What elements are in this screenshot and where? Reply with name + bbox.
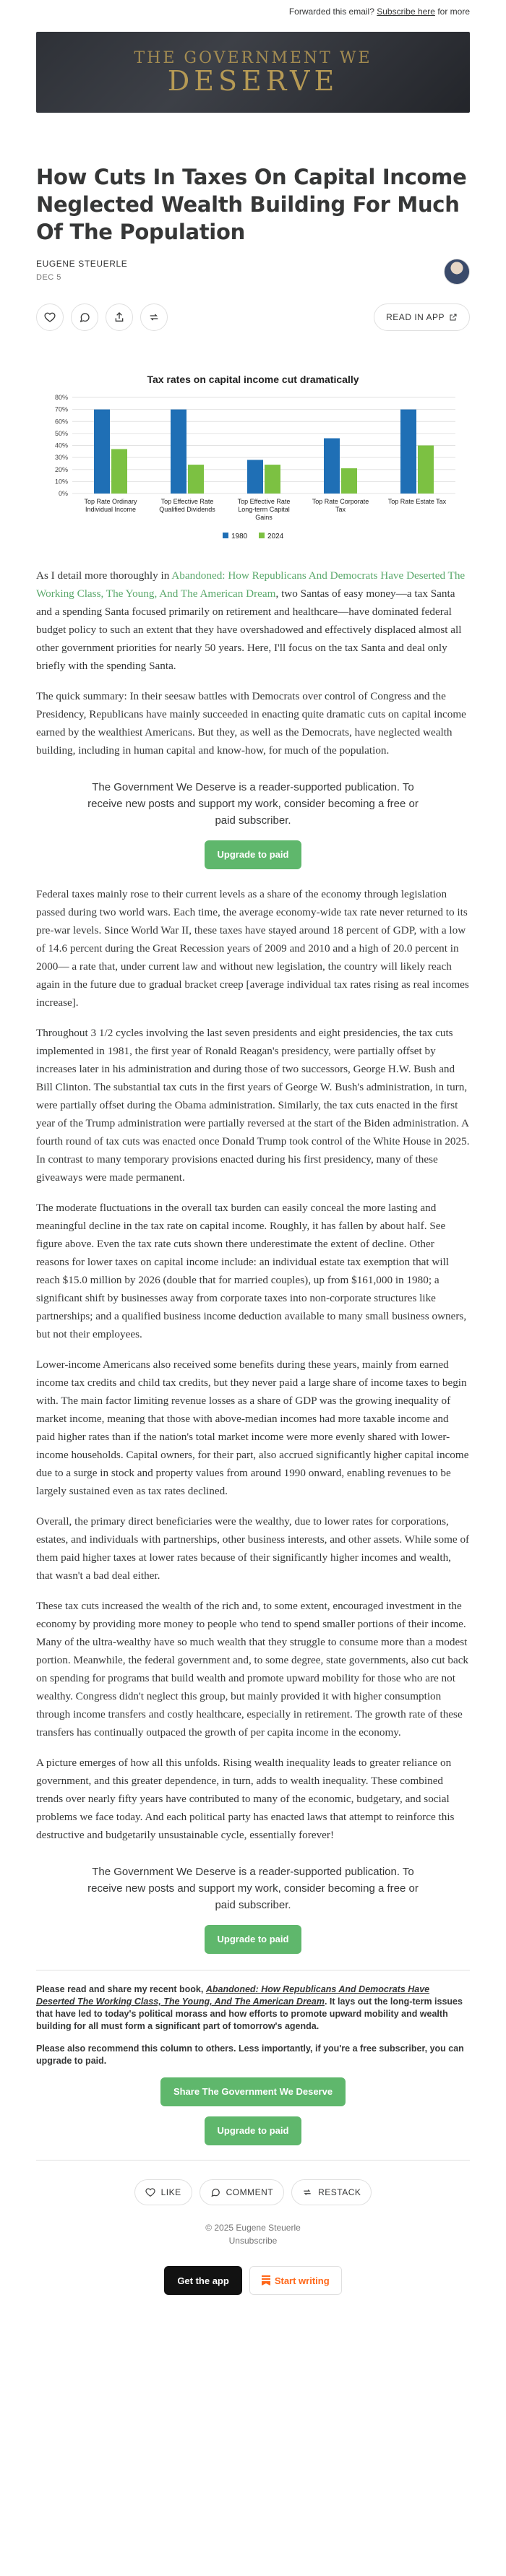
paragraph-9: A picture emerges of how all this unfolds. Rising wealth inequality leads to greater reliance on government, and this greater dependence, in turn, adds to wealth inequality. These combined trends over nearly fifty years have contributed to many of the economic, budgetary, and social problems we face today. And each political party has enacted laws that attempt to reinforce this destructive and budgetarily unsustainable cycle, essentially forever! (36, 1757, 455, 1841)
article-body (36, 567, 470, 1954)
restack-button[interactable] (140, 303, 168, 331)
chart-svg (36, 367, 470, 548)
tax-rates-chart[interactable] (36, 367, 470, 548)
book-note (36, 1983, 470, 2033)
legend-swatch-1980 (223, 533, 228, 538)
restack-label: RESTACK (318, 2187, 361, 2197)
subscribe-promo-2: The Government We Deserve is a reader-supported publication. To receive new posts and support my work, consider becoming a free or paid subscriber. (87, 1866, 419, 1911)
bar-2024-2 (188, 465, 204, 494)
paragraph-2: The quick summary: In their seesaw battles with Democrats over control of Congress and the Presidency, Republicans have mainly succeeded in enacting quite dramatic cuts on capital income earned by the wealthiest Americans. But they, as well as the Democrats, have neglected wealth building, including in human capital and know-how, for much of the population. (36, 690, 466, 757)
subscribe-promo-1: The Government We Deserve is a reader-supported publication. To receive new posts and support my work, consider becoming a free or paid subscriber. (87, 781, 419, 827)
x-tick-label: Gains (255, 514, 273, 521)
author-name[interactable]: EUGENE STEUERLE (36, 259, 128, 269)
recommend-note: Please also recommend this column to others. Less importantly, if you're a free subscriber, you can upgrade to paid. (36, 2043, 464, 2066)
comment-icon (210, 2187, 220, 2197)
x-tick-label: Top Rate Corporate (312, 498, 369, 505)
paragraph-1 (36, 567, 470, 675)
comment-icon (79, 311, 90, 323)
x-tick-label: Long-term Capital (238, 506, 290, 513)
share-icon (113, 311, 125, 323)
forwarded-suffix: for more (437, 7, 470, 17)
paragraph-6: Lower-income Americans also received some benefits during these years, mainly from earned income tax credits and child tax credits, but they never paid a large share of income taxes to begin with. The main factor limiting revenue losses as a share of GDP was the growing inequality of market income, meaning that those with above-median incomes had more taxable income and paid higher rates than if the nation's total market income were more evenly shared with lower-income households. Capital owners, for their part, also accrued significantly higher capital income due to a surge in stock and property values from around 1990 onward, enabling revenues to be largely sustained even as tax rates declined. (36, 1358, 469, 1497)
comment-label: COMMENT (226, 2187, 274, 2197)
bar-1980-4 (324, 439, 340, 494)
banner-line2: DESERVE (167, 65, 339, 97)
y-tick-label: 10% (54, 478, 68, 486)
post-actions (36, 303, 470, 332)
divider-2 (36, 2160, 470, 2161)
post-title[interactable]: How Cuts In Taxes On Capital Income Neglected Wealth Building For Much Of The Population (36, 165, 467, 244)
paragraph-8: These tax cuts increased the wealth of the rich and, to some extent, encouraged investment in the economy by providing more money to people who tend to spend smaller portions of their income. Many of the ultra-wealthy have so much wealth that they struggle to consume more than a modest portion. Meanwhile, the federal government and, to some degree, state governments, also cut back on spending for programs that build wealth and promote upward mobility for those who are not wealthy. Congress didn't neglect this group, but mainly provided it with higher consumption through income transfers and costly healthcare, especially in retirement. The growth rate of these transfers has continually outpaced the growth of per capita income in the economy. (36, 1600, 469, 1739)
subscribe-link[interactable]: Subscribe here (377, 7, 435, 17)
legend-label-2024: 2024 (267, 533, 284, 540)
comment-button[interactable] (71, 303, 98, 331)
legend-swatch-2024 (259, 533, 265, 538)
p1-text-before: As I detail more thoroughly in (36, 569, 172, 582)
paragraph-4: Throughout 3 1/2 cycles involving the last seven presidents and eight presidencies, the tax cuts implemented in 1981, the first year of Ronald Reagan's presidency, were partially offset by increases later in his administration and during those of two successors, George H.W. Bush and Bill Clinton. The substantial tax cuts in the first years of George W. Bush's administration, in turn, were partially offset during the Obama administration. Similarly, the tax cuts enacted in the first year of the Trump administration were partially reversed at the start of the Biden administration. A fourth round of tax cuts was enacted once Donald Trump took control of the White House in 2025. In contrast to many temporary provisions enacted during his first presidency, many of these giveaways were made permanent. (36, 1027, 470, 1184)
unsubscribe-link[interactable]: Unsubscribe (228, 2236, 278, 2246)
p1-text-after: , two Santas of easy money—a tax Santa and a spending Santa focused primarily on retirement and healthcare—have dominated federal budget policy to such an extent that they have overshadowed and effectively displaced almost all other government priorities for nearly 50 years. Here, I'll focus on the tax Santa and deal only briefly with the spending Santa. (36, 587, 462, 672)
heart-icon (44, 311, 56, 323)
bottom-like-button[interactable] (134, 2179, 192, 2205)
read-in-app-button[interactable] (374, 303, 470, 331)
y-tick-label: 70% (54, 405, 68, 413)
content-column (36, 0, 470, 2295)
get-app-button[interactable]: Get the app (164, 2266, 242, 2295)
start-writing-label: Start writing (274, 2275, 330, 2286)
copyright-block (36, 2221, 470, 2247)
publication-banner[interactable] (36, 32, 470, 113)
legend-label-1980: 1980 (231, 533, 248, 540)
x-tick-label: Tax (335, 506, 346, 513)
forwarded-bar (36, 0, 470, 20)
like-label: LIKE (160, 2187, 181, 2197)
external-link-icon (449, 313, 458, 322)
copyright-text: © 2025 Eugene Steuerle (205, 2223, 301, 2233)
post-date: DEC 5 (36, 273, 61, 282)
author-avatar[interactable] (444, 259, 470, 285)
y-tick-label: 60% (54, 418, 68, 426)
bottom-comment-button[interactable] (200, 2179, 285, 2205)
bar-1980-3 (247, 460, 263, 494)
x-tick-label: Top Rate Estate Tax (387, 498, 447, 505)
byline (36, 259, 470, 285)
bar-2024-1 (111, 449, 127, 494)
bar-2024-3 (265, 465, 280, 494)
like-button[interactable] (36, 303, 64, 331)
heart-icon (145, 2187, 155, 2197)
y-tick-label: 50% (54, 429, 68, 437)
forwarded-prefix: Forwarded this email? (288, 7, 374, 17)
y-tick-label: 0% (58, 490, 68, 497)
substack-logo-icon (262, 2275, 270, 2286)
start-writing-button[interactable] (249, 2266, 342, 2295)
bar-1980-5 (400, 410, 416, 494)
x-tick-label: Top Effective Rate (160, 498, 214, 505)
paragraph-7: Overall, the primary direct beneficiaries were the wealthy, due to lower rates for corporations, estates, and individuals with partnerships, other business interests, and other assets. While some of them paid higher taxes at lower rates because of their significantly higher incomes and wealth, that wasn't a bad deal either. (36, 1515, 470, 1582)
x-tick-label: Top Rate Ordinary (84, 498, 137, 505)
x-tick-label: Top Effective Rate (237, 498, 291, 505)
chart-title: Tax rates on capital income cut dramatically (147, 374, 359, 385)
bar-2024-4 (341, 468, 357, 494)
bar-1980-2 (171, 410, 186, 494)
upgrade-button-1[interactable]: Upgrade to paid (205, 840, 302, 869)
footer-book-link[interactable]: Abandoned: How Republicans And Democrats Have Deserted The Working Class, The Young, And The American Dream (36, 1984, 430, 2007)
y-tick-label: 80% (54, 394, 68, 401)
x-tick-label: Individual Income (85, 506, 137, 513)
paragraph-3: Federal taxes mainly rose to their current levels as a share of the economy through legislation passed during two world wars. Each time, the average economy-wide tax rate never returned to its pre-war levels. Since World War II, these taxes have stayed around 18 percent of GDP, with a low of 14.6 percent during the Great Recession years of 2009 and 2010 and a high of 20.0 percent in 2000— a rate that, under current law and without new legislation, the country will likely reach again in the future due to gradual bracket creep [average individual tax rates rising as real incomes increase]. (36, 888, 469, 1009)
banner-line1: THE GOVERNMENT WE (134, 49, 372, 67)
restack-icon (148, 311, 160, 323)
share-button[interactable] (106, 303, 133, 331)
y-tick-label: 30% (54, 454, 68, 462)
app-bar (36, 2266, 470, 2295)
restack-icon (302, 2187, 312, 2197)
read-in-app-label: READ IN APP (386, 312, 445, 322)
y-tick-label: 40% (54, 441, 68, 449)
y-tick-label: 20% (54, 465, 68, 473)
x-tick-label: Qualified Dividends (159, 506, 215, 513)
bar-2024-5 (418, 446, 434, 494)
note-text-before: Please read and share my recent book, (36, 1984, 206, 1994)
book-link[interactable]: Abandoned: How Republicans And Democrats Have Deserted The Working Class, The Young, And The American Dream (36, 569, 466, 600)
paragraph-5: The moderate fluctuations in the overall tax burden can easily conceal the more lasting and meaningful decline in the tax rate on capital income. Roughly, it has fallen by about half. See figure above. Even the tax rate cuts shown there underestimate the extent of decline. Other reasons for lower taxes on capital income include: an individual estate tax exemption that will reach $15.0 million by 2026 (double that for married couples), up from $161,000 in 1980; a significant shift by businesses away from corporate taxes into non-corporate structures like partnerships; and a qualified business income deduction available to many small business owners, but not their employees. (36, 1202, 467, 1340)
upgrade-button-2[interactable]: Upgrade to paid (205, 1925, 302, 1954)
bar-1980-1 (94, 410, 110, 494)
bottom-actions (36, 2179, 470, 2205)
upgrade-button-3[interactable]: Upgrade to paid (205, 2116, 302, 2145)
share-publication-button[interactable]: Share The Government We Deserve (160, 2077, 346, 2106)
bottom-restack-button[interactable] (291, 2179, 372, 2205)
note-text-after: . It lays out the long-term issues that have led to today's political morass and how efforts to promote upward mobility and wealth building for all must form a significant part of tomorrow's agenda. (36, 1996, 463, 2031)
